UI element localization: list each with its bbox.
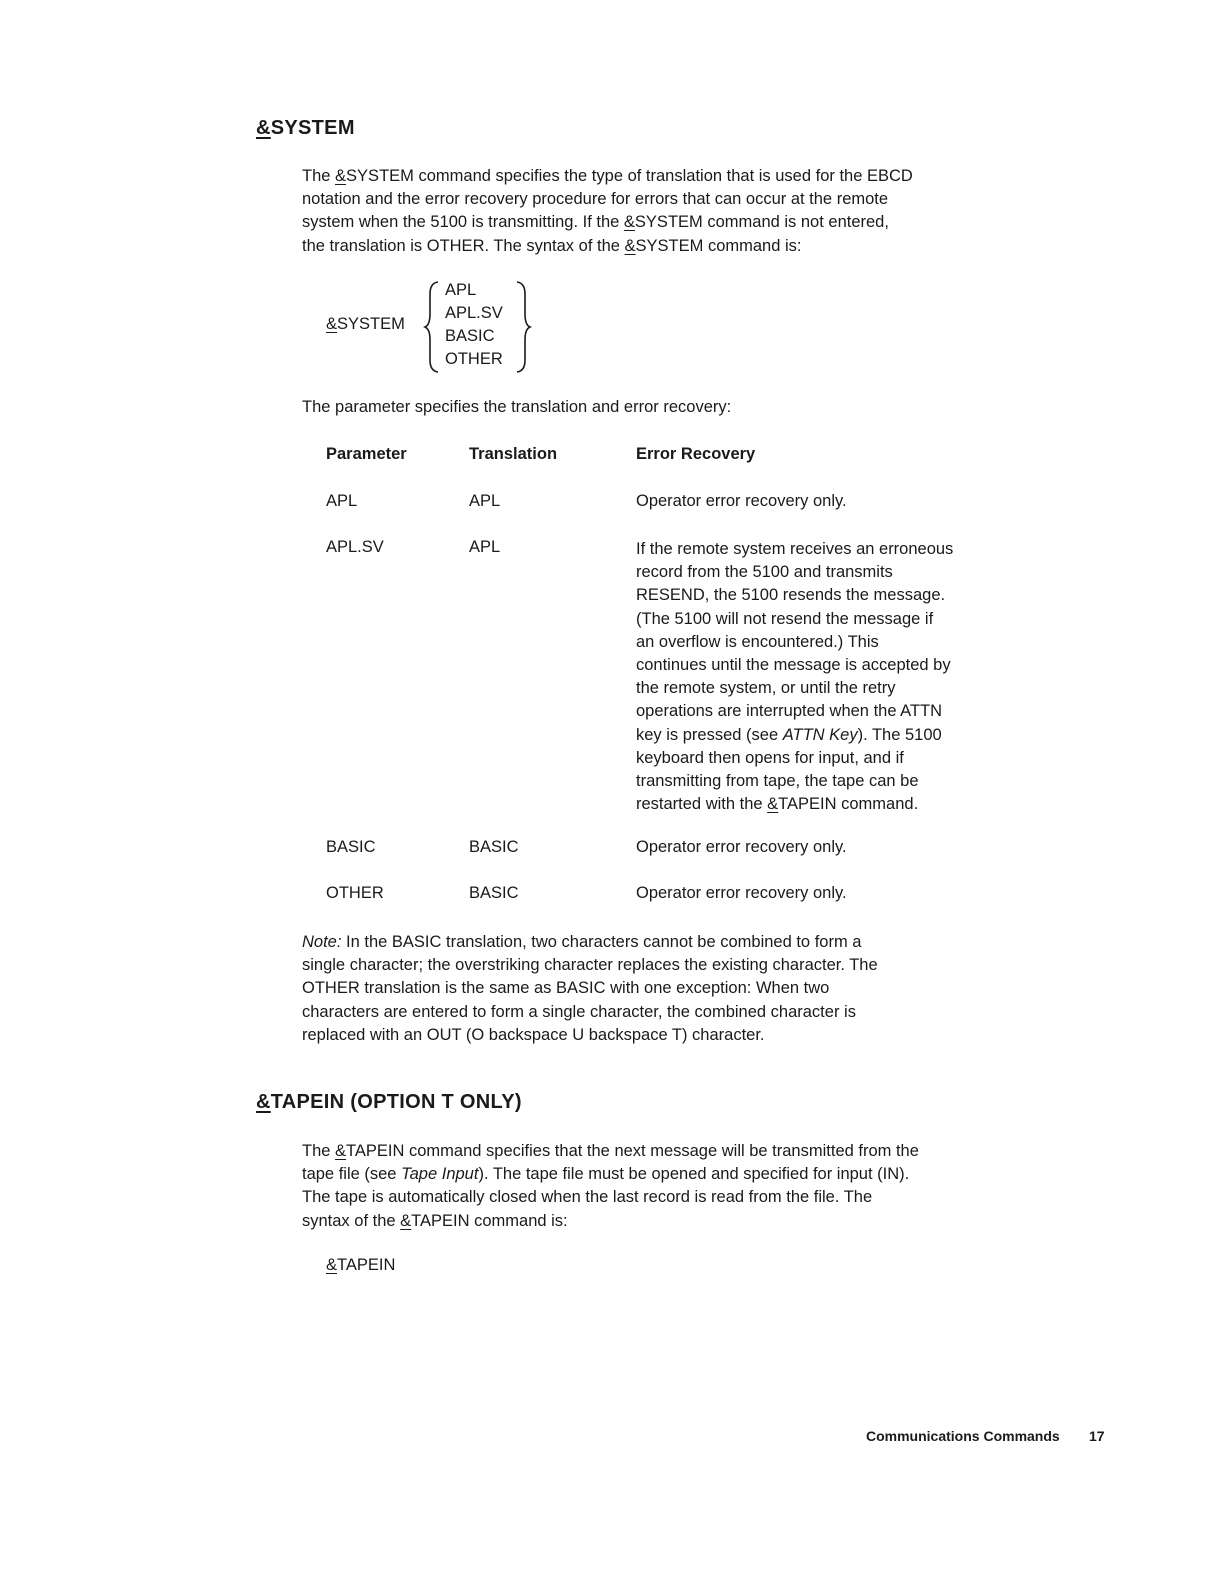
- left-brace: [423, 280, 443, 374]
- section-heading-tapein: &TAPEIN (OPTION T ONLY): [256, 1091, 522, 1113]
- row-recovery: Operator error recovery only.: [636, 492, 847, 510]
- system-syntax-command: &SYSTEM: [326, 315, 405, 333]
- table-header-translation: Translation: [469, 445, 558, 463]
- row-parameter: APL.SV: [326, 538, 384, 556]
- table-header-parameter: Parameter: [326, 445, 407, 463]
- syntax-option-apl: APL: [445, 281, 477, 299]
- tapein-intro-paragraph: The &TAPEIN command specifies that the next message will be transmitted from the tape file (see Tape Input). The tape file must be opened and specified for input (IN). The tape is automatically closed when the last record is read from the file. The syntax of the &TAPEIN command is:: [302, 1142, 919, 1230]
- tapein-syntax-command: &TAPEIN: [326, 1256, 396, 1274]
- system-intro-paragraph: The &SYSTEM command specifies the type of translation that is used for the EBCD notation and the error recovery procedure for errors that can occur at the remote system when the 5100 is transmitting. If the &SYSTEM command is not entered, the translation is OTHER. The syntax of the &SYSTEM command is:: [302, 167, 913, 255]
- row-parameter: BASIC: [326, 838, 376, 856]
- note-label: Note:: [302, 933, 342, 951]
- system-note: Note: In the BASIC translation, two characters cannot be combined to form a single character; the overstriking character replaces the existing character. The OTHER translation is the same as BASIC with one exception: When two characters are entered to form a single character, the combined character is replaced with an OUT (O backspace U backspace T) character.: [302, 933, 878, 1044]
- row-translation: APL: [469, 492, 501, 510]
- section-heading-system: &SYSTEM: [256, 117, 355, 139]
- page-number: 17: [1089, 1428, 1105, 1444]
- table-header-error-recovery: Error Recovery: [636, 445, 756, 463]
- footer-title: Communications Commands: [866, 1428, 1060, 1444]
- parameter-intro: The parameter specifies the translation and error recovery:: [302, 398, 732, 416]
- syntax-option-basic: BASIC: [445, 327, 495, 345]
- row-translation: APL: [469, 538, 501, 556]
- right-brace: [512, 280, 532, 374]
- row-translation: BASIC: [469, 884, 519, 902]
- row-recovery: If the remote system receives an erroneous record from the 5100 and transmits RESEND, the 5100 resends the message. (The 5100 will not resend the message if an overflow is encountered.) This continues until the message is accepted by the remote system, or until the retry operations are interrupted when the ATTN key is pressed (see ATTN Key). The 5100 keyboard then opens for input, and if transmitting from tape, the tape can be restarted with the &TAPEIN command.: [636, 540, 954, 814]
- syntax-option-aplsv: APL.SV: [445, 304, 503, 322]
- row-parameter: APL: [326, 492, 358, 510]
- syntax-option-other: OTHER: [445, 350, 503, 368]
- row-translation: BASIC: [469, 838, 519, 856]
- row-recovery: Operator error recovery only.: [636, 884, 847, 902]
- row-recovery: Operator error recovery only.: [636, 838, 847, 856]
- row-parameter: OTHER: [326, 884, 384, 902]
